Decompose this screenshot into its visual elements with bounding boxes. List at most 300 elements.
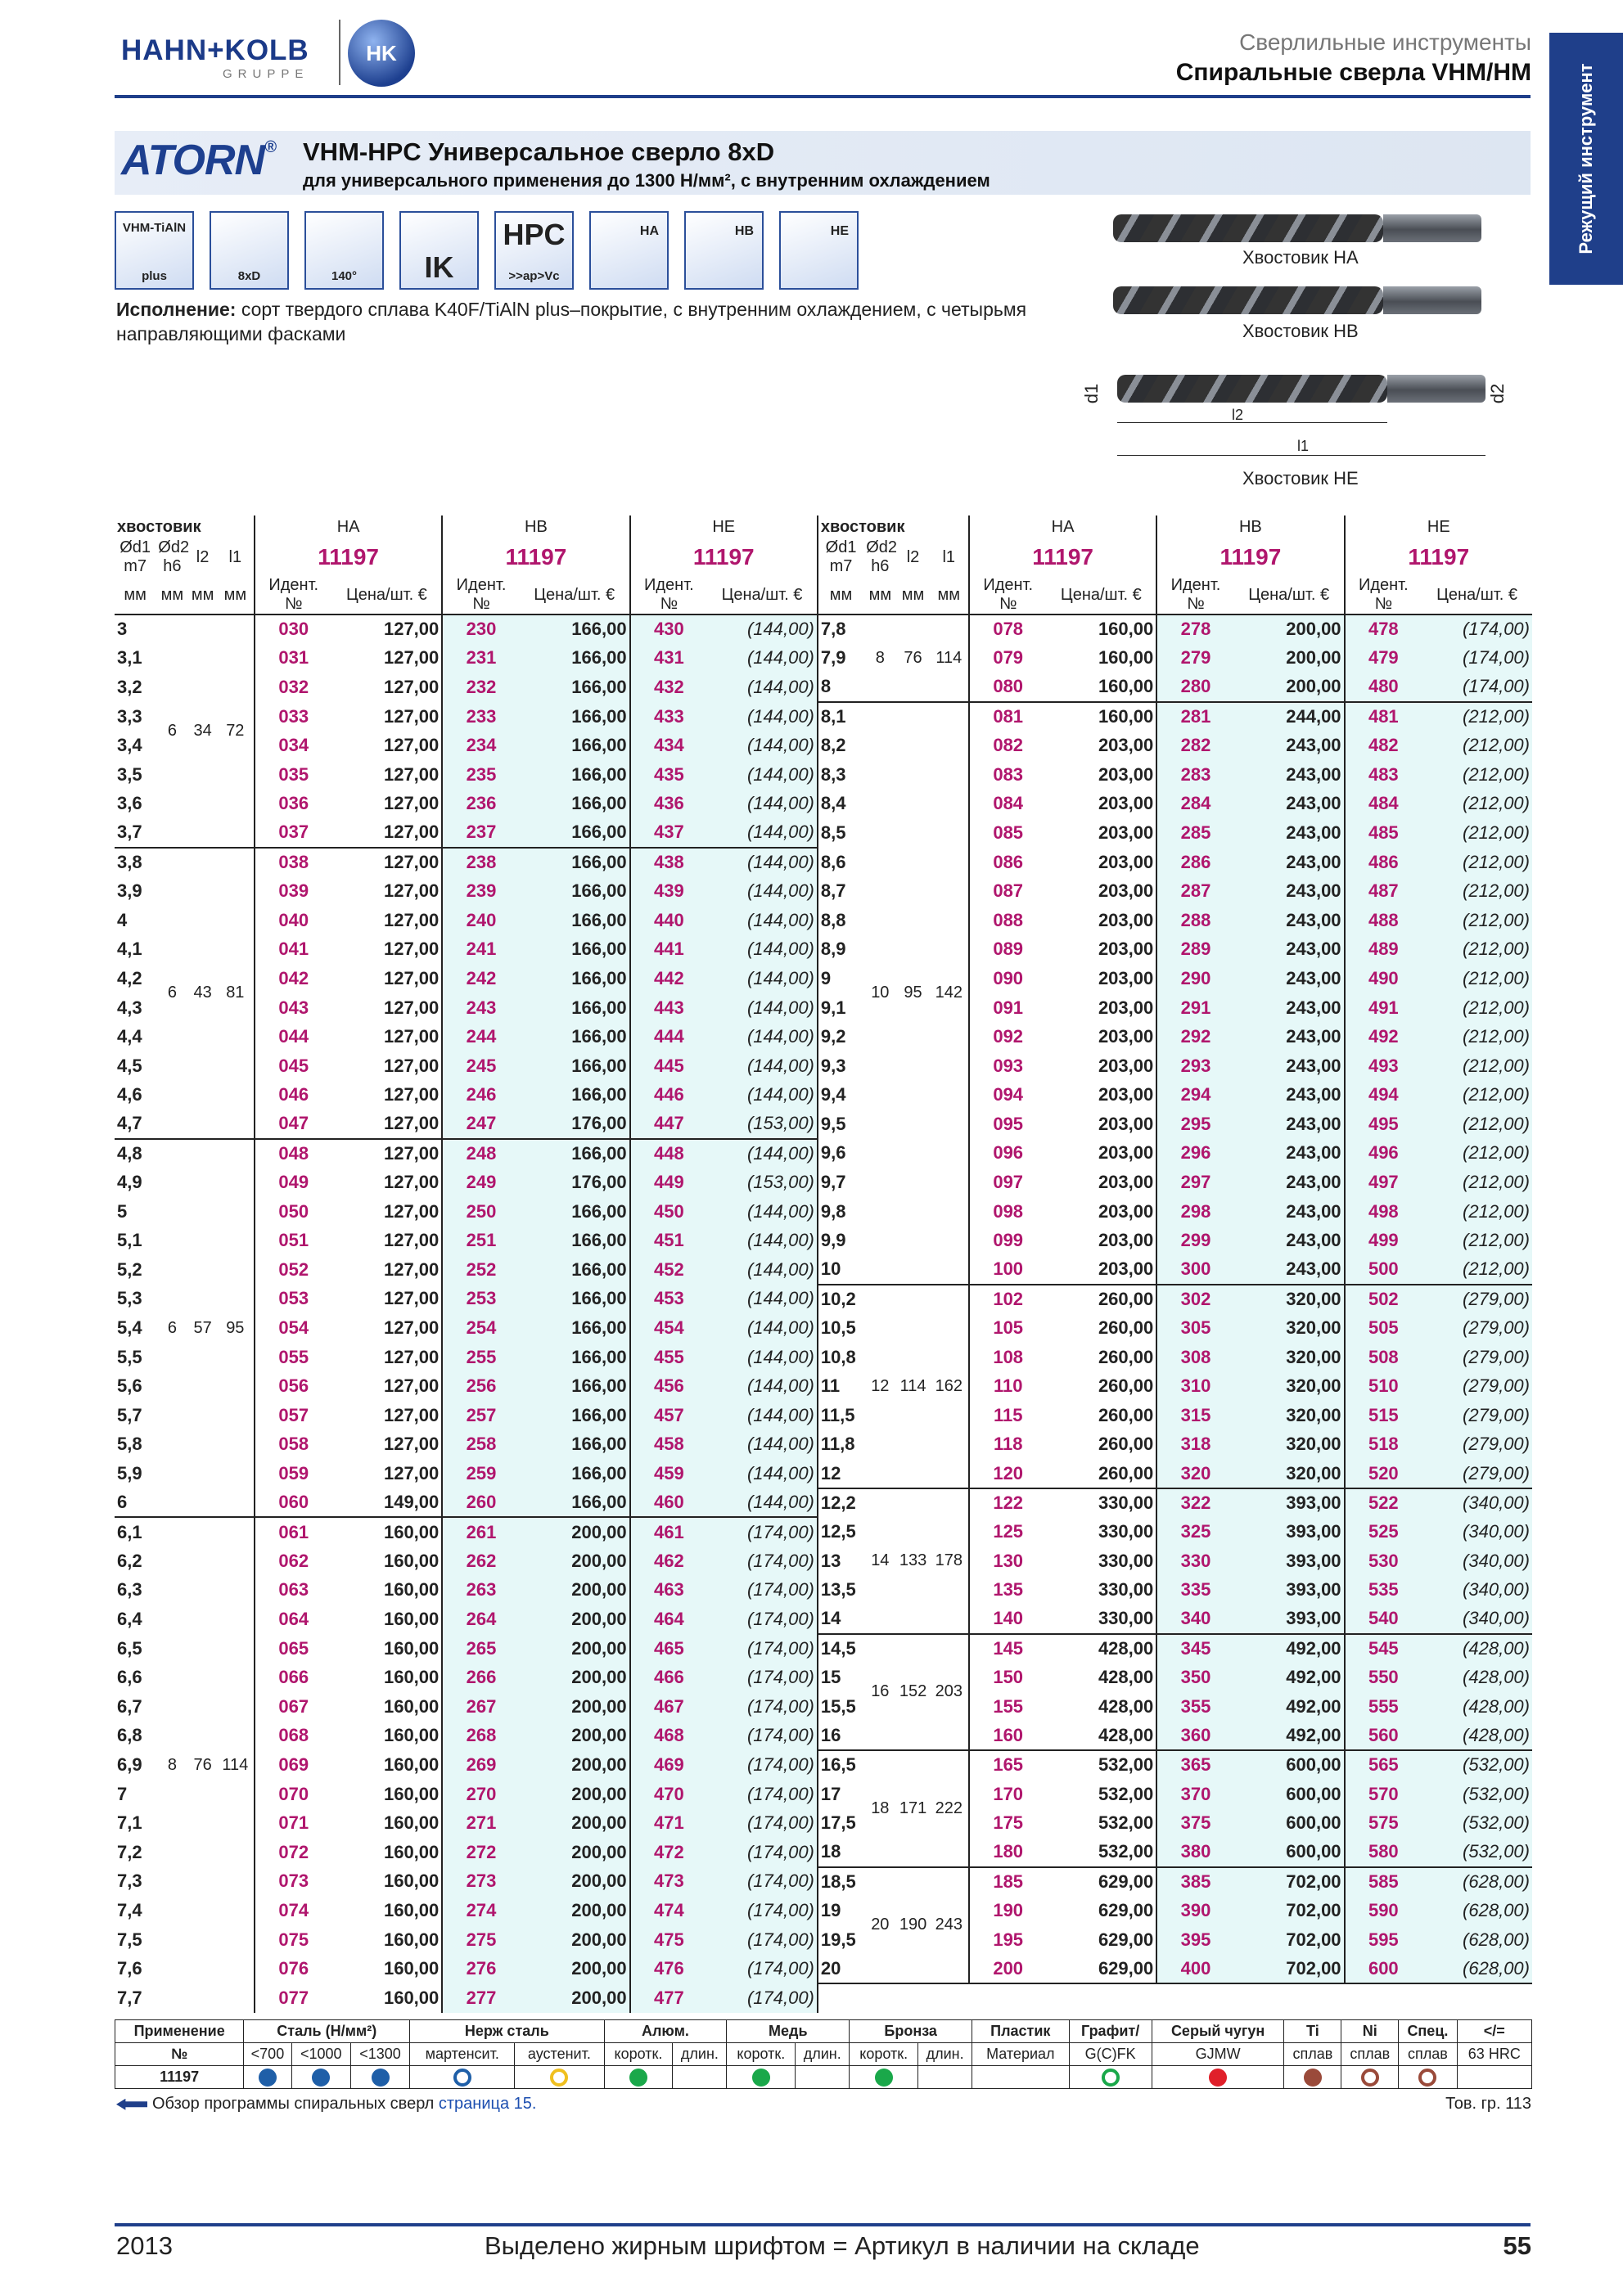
- ident-ha: 052: [255, 1255, 332, 1285]
- col-ident: Идент. №: [1156, 576, 1234, 615]
- price-hb: 200,00: [520, 1867, 630, 1897]
- price-hb: 166,00: [520, 673, 630, 702]
- shank-type: HA: [969, 515, 1156, 538]
- diameter-d1: 12,2: [818, 1488, 863, 1518]
- price-hb: 176,00: [520, 1110, 630, 1139]
- unit-mm: мм: [901, 585, 925, 604]
- ident-he: 467: [630, 1692, 708, 1722]
- article-number: 11197: [630, 538, 818, 576]
- diameter-d1: 9,8: [818, 1197, 863, 1227]
- empty-cell: [818, 1983, 1532, 2013]
- price-hb: 166,00: [520, 702, 630, 732]
- ident-hb: 241: [442, 935, 520, 965]
- dim-l2-line: [1117, 422, 1387, 423]
- ident-ha: 180: [969, 1838, 1047, 1867]
- diameter-d1: 9,5: [818, 1110, 863, 1139]
- price-he: (212,00): [1422, 848, 1532, 877]
- price-ha: 160,00: [383, 1725, 440, 1746]
- table-row: [115, 1139, 1532, 1168]
- table-row: [115, 1081, 1532, 1110]
- suitability-dot-icon: [312, 2069, 330, 2087]
- length-l1: 72: [217, 615, 255, 848]
- ident-ha: 041: [255, 935, 332, 965]
- price-hb: 702,00: [1234, 1925, 1345, 1955]
- ident-he: 499: [1345, 1226, 1422, 1255]
- ident-ha: 076: [255, 1954, 332, 1983]
- price-ha: 428,00: [1098, 1667, 1154, 1688]
- price-ha: 532,00: [1098, 1812, 1154, 1834]
- diameter-d1: 4,4: [117, 1026, 142, 1047]
- company-logo-group: GRUPPE: [223, 67, 309, 81]
- ident-he: 492: [1345, 1022, 1422, 1051]
- unit-mm: мм: [223, 585, 247, 604]
- price-he: (212,00): [1422, 1226, 1532, 1255]
- ident-hb: 360: [1156, 1722, 1234, 1751]
- ident-hb: 322: [1156, 1488, 1234, 1518]
- internal-cooling-icon-sub: IK: [424, 250, 454, 284]
- diameter-d1: 6,3: [117, 1579, 142, 1600]
- diameter-d1: 5,5: [117, 1346, 142, 1367]
- price-ha: 428,00: [1046, 1634, 1156, 1663]
- price-ha: 160,00: [383, 1754, 440, 1775]
- price-ha: 330,00: [1098, 1550, 1154, 1571]
- unit-mm: мм: [160, 585, 184, 604]
- ident-he: 515: [1345, 1401, 1422, 1430]
- ident-ha: 165: [969, 1750, 1047, 1780]
- price-ha: 127,00: [383, 735, 440, 756]
- ident-ha: 058: [255, 1430, 332, 1460]
- diameter-d1: 18,5: [818, 1867, 863, 1897]
- price-ha: 127,00: [383, 939, 440, 960]
- ident-he: 460: [630, 1488, 708, 1518]
- col-l2: l2: [906, 547, 920, 566]
- ident-hb: 268: [442, 1722, 520, 1751]
- diameter-d1: 8,4: [818, 790, 863, 819]
- price-ha: 160,00: [383, 1929, 440, 1950]
- diameter-d1: 4,9: [117, 1172, 142, 1193]
- length-l2: 133: [896, 1488, 929, 1634]
- price-hb: 243,00: [1234, 760, 1345, 790]
- price-ha: 160,00: [331, 1517, 442, 1546]
- diameter-d1: 4,2: [117, 967, 142, 988]
- internal-cooling-icon: [399, 211, 479, 290]
- price-hb: 320,00: [1234, 1313, 1345, 1343]
- price-hb: 243,00: [1234, 1139, 1345, 1168]
- table-row: [115, 1546, 1532, 1576]
- length-l2: 57: [189, 1139, 217, 1518]
- table-row: [115, 818, 1532, 848]
- price-hb: 200,00: [520, 1605, 630, 1634]
- diameter-d1: 14,5: [818, 1634, 863, 1663]
- diameter-d1: 11,8: [818, 1430, 863, 1460]
- ident-ha: 090: [969, 964, 1047, 993]
- price-hb: 200,00: [520, 1983, 630, 2013]
- page-category: Сверлильные инструменты: [1239, 29, 1531, 55]
- diameter-d1: 7,1: [117, 1812, 142, 1834]
- price-he: (144,00): [707, 1430, 818, 1460]
- ident-he: 478: [1345, 615, 1422, 644]
- ident-ha: 088: [969, 906, 1047, 935]
- product-description: [116, 298, 1082, 347]
- suitability-cell: [1152, 2066, 1284, 2089]
- price-ha: 203,00: [1098, 1200, 1154, 1222]
- price-hb: 166,00: [520, 1051, 630, 1081]
- diameter-d1: 4,5: [117, 1055, 142, 1076]
- diameter-d1: 8,2: [818, 731, 863, 760]
- suitability-cell: [850, 2066, 918, 2089]
- material-subgroup: коротк.: [727, 2043, 796, 2066]
- ident-ha: 086: [969, 848, 1047, 877]
- diameter-d1: 4,6: [117, 1084, 142, 1105]
- table-row: [115, 1255, 1532, 1285]
- dim-d1-label: d1: [1081, 383, 1102, 404]
- ident-ha: 081: [969, 702, 1047, 732]
- col-price: Цена/шт. €: [721, 585, 803, 604]
- price-ha: 260,00: [1098, 1462, 1154, 1483]
- price-he: (279,00): [1422, 1313, 1532, 1343]
- table-row: [115, 1925, 1532, 1955]
- material-subgroup: сплав: [1284, 2043, 1341, 2066]
- ident-ha: 059: [255, 1459, 332, 1488]
- ident-he: 469: [630, 1750, 708, 1780]
- price-he: (212,00): [1422, 1081, 1532, 1110]
- price-he: (212,00): [1422, 1139, 1532, 1168]
- material-subgroup: <1000: [291, 2043, 350, 2066]
- ident-ha: 098: [969, 1197, 1047, 1227]
- price-ha: 127,00: [383, 1463, 440, 1484]
- material-group: Спец.: [1399, 2020, 1457, 2043]
- ident-ha: 092: [969, 1022, 1047, 1051]
- price-hb: 243,00: [1234, 1081, 1345, 1110]
- ident-ha: 079: [969, 644, 1047, 673]
- price-he: (628,00): [1422, 1925, 1532, 1955]
- diameter-d1: 6,7: [117, 1695, 142, 1717]
- ident-he: 432: [630, 673, 708, 702]
- ident-ha: 160: [969, 1722, 1047, 1751]
- price-hb: 200,00: [1234, 615, 1345, 644]
- page-number: 55: [1503, 2231, 1531, 2260]
- price-hb: 200,00: [520, 1692, 630, 1722]
- diameter-d1: 12,5: [818, 1517, 863, 1546]
- material-subgroup: сплав: [1399, 2043, 1457, 2066]
- price-ha: 532,00: [1098, 1783, 1154, 1804]
- price-hb: 600,00: [1234, 1780, 1345, 1809]
- ident-ha: 122: [969, 1488, 1047, 1518]
- ident-ha: 190: [969, 1896, 1047, 1925]
- price-ha: 160,00: [383, 1667, 440, 1688]
- shank-d2: 12: [863, 1285, 896, 1488]
- ident-hb: 294: [1156, 1081, 1234, 1110]
- suitability-dot-icon: [259, 2069, 277, 2087]
- diameter-d1: 8,3: [818, 760, 863, 790]
- material-subgroup: GJMW: [1152, 2043, 1284, 2066]
- application-table: [115, 2019, 1532, 2089]
- ident-he: 525: [1345, 1517, 1422, 1546]
- price-ha: 149,00: [383, 1492, 440, 1513]
- price-he: (174,00): [707, 1838, 818, 1867]
- application-header-row: [115, 2020, 1532, 2043]
- price-hb: 200,00: [520, 1838, 630, 1867]
- overview-link[interactable]: страница 15.: [438, 2095, 537, 2113]
- shank-label: хвостовик: [117, 517, 201, 536]
- company-emblem-icon: [348, 20, 415, 87]
- length-l1: 178: [930, 1488, 969, 1634]
- ident-hb: 315: [1156, 1401, 1234, 1430]
- ident-hb: 300: [1156, 1255, 1234, 1285]
- shank-hb-icon: [684, 211, 764, 290]
- ident-hb: 273: [442, 1867, 520, 1897]
- arrow-left-icon: [116, 2099, 147, 2110]
- ident-hb: 355: [1156, 1692, 1234, 1722]
- price-hb: 200,00: [1234, 644, 1345, 673]
- ident-he: 455: [630, 1343, 708, 1372]
- table-row: [115, 1692, 1532, 1722]
- price-he: (144,00): [707, 1313, 818, 1343]
- ident-ha: 083: [969, 760, 1047, 790]
- price-ha: 330,00: [1098, 1521, 1154, 1542]
- price-hb: 243,00: [1234, 818, 1345, 848]
- price-ha: 532,00: [1046, 1750, 1156, 1780]
- price-ha: 127,00: [383, 793, 440, 814]
- price-ha: 127,00: [383, 997, 440, 1018]
- col-d1: [115, 538, 156, 576]
- price-ha: 127,00: [383, 880, 440, 902]
- price-hb: 166,00: [520, 1285, 630, 1314]
- price-hb: 243,00: [1234, 1255, 1345, 1285]
- price-he: (153,00): [707, 1168, 818, 1197]
- col-d1: [818, 538, 863, 576]
- ident-hb: 335: [1156, 1576, 1234, 1605]
- caption-shank-ha: Хвостовик HA: [1242, 247, 1359, 268]
- price-he: (279,00): [1422, 1430, 1532, 1460]
- suitability-dot-icon: [875, 2069, 893, 2087]
- table-row: [115, 1896, 1532, 1925]
- suitability-cell: [1284, 2066, 1341, 2089]
- ident-ha: 033: [255, 702, 332, 732]
- length-l1: 162: [930, 1285, 969, 1488]
- price-he: (428,00): [1422, 1722, 1532, 1751]
- price-ha: 160,00: [383, 1841, 440, 1862]
- ident-ha: 093: [969, 1051, 1047, 1081]
- price-he: (212,00): [1422, 876, 1532, 906]
- material-subgroup: G(C)FK: [1069, 2043, 1152, 2066]
- price-ha: 330,00: [1098, 1579, 1154, 1600]
- material-subgroup: коротк.: [604, 2043, 673, 2066]
- price-hb: 166,00: [520, 760, 630, 790]
- ident-ha: 102: [969, 1285, 1047, 1314]
- drill-depth-icon-sub: 8xD: [237, 269, 261, 283]
- ident-hb: 245: [442, 1051, 520, 1081]
- price-he: (144,00): [707, 935, 818, 965]
- ident-hb: 248: [442, 1139, 520, 1168]
- ident-ha: 068: [255, 1722, 332, 1751]
- diameter-d1: 6,2: [117, 1550, 142, 1571]
- ident-hb: 256: [442, 1371, 520, 1401]
- table-row: [115, 993, 1532, 1023]
- table-row: [115, 1313, 1532, 1343]
- diameter-d1: 11,5: [818, 1401, 863, 1430]
- ident-he: 440: [630, 906, 708, 935]
- ident-ha: 130: [969, 1546, 1047, 1576]
- ident-he: 433: [630, 702, 708, 732]
- price-ha: 203,00: [1098, 1026, 1154, 1047]
- suitability-ring-icon: [1418, 2069, 1436, 2087]
- price-he: (279,00): [1422, 1285, 1532, 1314]
- diameter-d1: 7,4: [117, 1899, 142, 1920]
- overview-note-text: Обзор программы спиральных сверл: [152, 2095, 435, 2113]
- price-hb: 243,00: [1234, 848, 1345, 877]
- price-he: (174,00): [707, 1576, 818, 1605]
- price-he: (144,00): [707, 1081, 818, 1110]
- ident-he: 477: [630, 1983, 708, 2013]
- price-ha: 127,00: [383, 1434, 440, 1455]
- section-tab-label: Режущий инструмент: [1576, 63, 1596, 254]
- length-l2: 114: [896, 1285, 929, 1488]
- price-he: (628,00): [1422, 1896, 1532, 1925]
- ident-hb: 280: [1156, 673, 1234, 702]
- diameter-d1: 19,5: [818, 1925, 863, 1955]
- shank-type: HB: [1156, 515, 1344, 538]
- diameter-d1: 9,2: [818, 1022, 863, 1051]
- header-rule: [115, 95, 1531, 98]
- ident-ha: 120: [969, 1459, 1047, 1488]
- col-d1-label: Ød1: [825, 538, 857, 556]
- price-ha: 629,00: [1046, 1867, 1156, 1897]
- diameter-d1: 9,9: [818, 1226, 863, 1255]
- col-d1-tol: m7: [829, 557, 853, 575]
- ident-ha: 043: [255, 993, 332, 1023]
- price-ha: 160,00: [383, 1987, 440, 2008]
- table-row: [115, 964, 1532, 993]
- ident-he: 444: [630, 1022, 708, 1051]
- table-row: [115, 673, 1532, 702]
- price-he: (144,00): [707, 1459, 818, 1488]
- ident-he: 461: [630, 1517, 708, 1546]
- material-group: Нерж сталь: [410, 2020, 604, 2043]
- ident-hb: 375: [1156, 1808, 1234, 1838]
- ident-he: 498: [1345, 1197, 1422, 1227]
- ident-he: 474: [630, 1896, 708, 1925]
- ident-hb: 239: [442, 876, 520, 906]
- product-group: Тов. гр. 113: [1445, 2095, 1531, 2113]
- ident-hb: 395: [1156, 1925, 1234, 1955]
- price-he: (174,00): [707, 1954, 818, 1983]
- shank-d2: 16: [863, 1634, 896, 1750]
- ident-ha: 053: [255, 1285, 332, 1314]
- price-hb: 243,00: [1234, 731, 1345, 760]
- unit-mm: мм: [937, 585, 961, 604]
- ident-ha: 063: [255, 1576, 332, 1605]
- ident-hb: 236: [442, 790, 520, 819]
- diameter-d1: 9,4: [818, 1081, 863, 1110]
- ident-ha: 050: [255, 1197, 332, 1227]
- ident-hb: 390: [1156, 1896, 1234, 1925]
- price-hb: 600,00: [1234, 1808, 1345, 1838]
- article-number: 11197: [1156, 538, 1344, 576]
- diameter-d1: 3,5: [117, 763, 142, 785]
- product-table-body: [115, 515, 1532, 2013]
- ident-ha: 145: [969, 1634, 1047, 1663]
- diameter-d1: 6,9: [117, 1754, 142, 1775]
- ident-ha: 118: [969, 1430, 1047, 1460]
- col-price: Цена/шт. €: [1248, 585, 1330, 604]
- ident-ha: 097: [969, 1168, 1047, 1197]
- diameter-d1: 10,2: [818, 1285, 863, 1314]
- price-he: (144,00): [707, 1051, 818, 1081]
- price-hb: 166,00: [520, 848, 630, 877]
- material-group: Медь: [727, 2020, 850, 2043]
- col-l2: l2: [196, 547, 210, 566]
- diameter-d1: 3,6: [117, 793, 142, 814]
- price-hb: 244,00: [1234, 702, 1345, 732]
- length-l1: 203: [930, 1634, 969, 1750]
- page-title: Спиральные сверла VHM/HM: [1175, 59, 1531, 86]
- ident-hb: 240: [442, 906, 520, 935]
- price-ha: 629,00: [1098, 1929, 1154, 1950]
- price-hb: 243,00: [1234, 993, 1345, 1023]
- ident-he: 540: [1345, 1605, 1422, 1634]
- ident-he: 489: [1345, 935, 1422, 965]
- material-subgroup: длин.: [796, 2043, 850, 2066]
- price-hb: 166,00: [520, 876, 630, 906]
- price-ha: 203,00: [1098, 1113, 1154, 1134]
- price-he: (428,00): [1422, 1663, 1532, 1692]
- ident-hb: 296: [1156, 1139, 1234, 1168]
- price-ha: 127,00: [383, 1346, 440, 1367]
- ident-ha: 085: [969, 818, 1047, 848]
- price-he: (628,00): [1422, 1867, 1532, 1897]
- suitability-dot-icon: [1304, 2069, 1322, 2087]
- ident-hb: 272: [442, 1838, 520, 1867]
- material-group: Пластик: [972, 2020, 1069, 2043]
- price-hb: 492,00: [1234, 1692, 1345, 1722]
- ident-hb: 320: [1156, 1459, 1234, 1488]
- price-he: (144,00): [707, 848, 818, 877]
- ident-ha: 080: [969, 673, 1047, 702]
- ident-ha: 140: [969, 1605, 1047, 1634]
- price-ha: 127,00: [383, 1317, 440, 1339]
- ident-he: 505: [1345, 1313, 1422, 1343]
- diameter-d1: 15,5: [818, 1692, 863, 1722]
- price-ha: 127,00: [383, 647, 440, 669]
- length-l2: 43: [189, 848, 217, 1139]
- ident-ha: 040: [255, 906, 332, 935]
- price-ha: 127,00: [383, 1055, 440, 1076]
- ident-ha: 070: [255, 1780, 332, 1809]
- price-ha: 160,00: [383, 1608, 440, 1629]
- price-he: (174,00): [1422, 673, 1532, 702]
- ident-he: 463: [630, 1576, 708, 1605]
- price-ha: 203,00: [1098, 1142, 1154, 1164]
- ident-he: 590: [1345, 1896, 1422, 1925]
- ident-hb: 385: [1156, 1867, 1234, 1897]
- diameter-d1: 3: [115, 615, 156, 644]
- shank-hb-icon-corner: HB: [734, 224, 754, 238]
- material-subgroup: сплав: [1341, 2043, 1399, 2066]
- diameter-d1: 8,7: [818, 876, 863, 906]
- price-he: (428,00): [1422, 1634, 1532, 1663]
- ident-hb: 244: [442, 1022, 520, 1051]
- suitability-ring-icon: [1361, 2069, 1379, 2087]
- diameter-d1: 5: [117, 1200, 128, 1222]
- length-l2: 76: [189, 1517, 217, 2012]
- price-ha: 260,00: [1098, 1434, 1154, 1455]
- length-l2: 76: [896, 615, 929, 702]
- price-he: (212,00): [1422, 1168, 1532, 1197]
- table-row: [115, 790, 1532, 819]
- material-subgroup: длин.: [673, 2043, 727, 2066]
- price-hb: 166,00: [520, 1343, 630, 1372]
